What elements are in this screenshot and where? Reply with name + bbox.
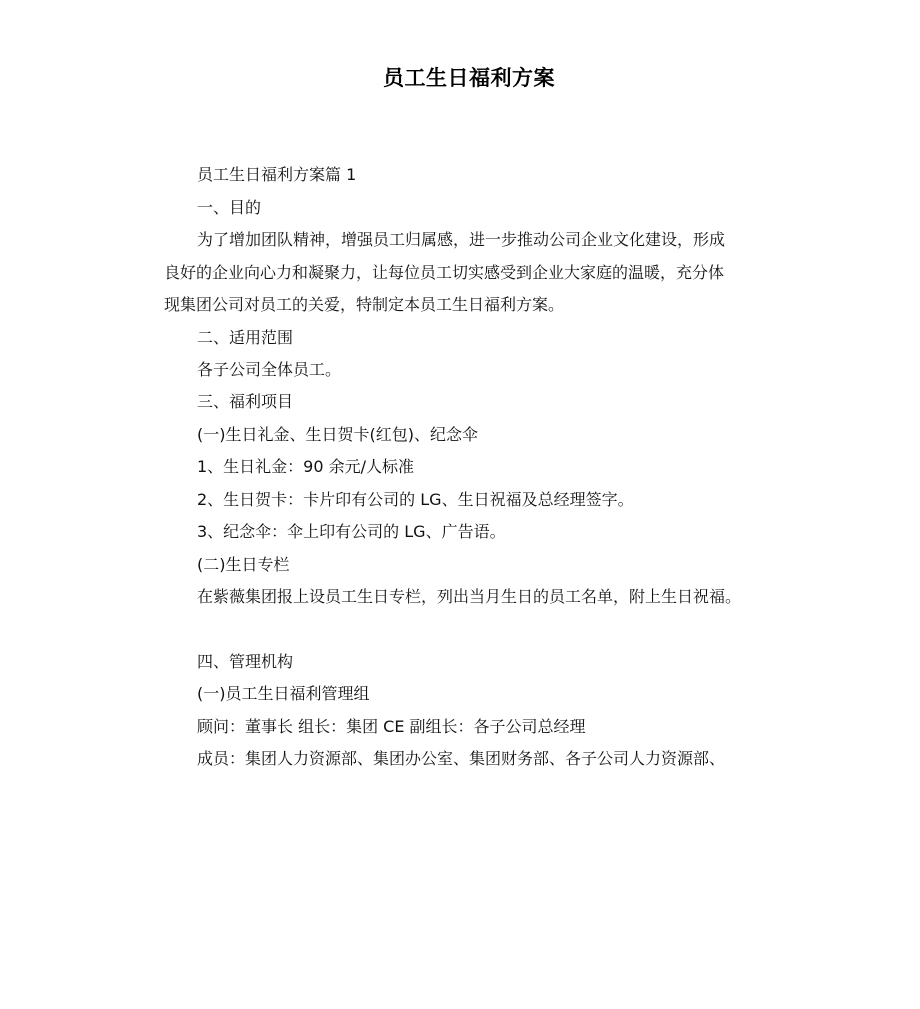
management-members: 成员：集团人力资源部、集团办公室、集团财务部、各子公司人力资源部、: [197, 749, 726, 768]
items-subheading-1: (一)生日礼金、生日贺卡(红包)、纪念伞: [197, 425, 478, 444]
items-heading: 三、福利项目: [197, 392, 294, 411]
purpose-line-2: 良好的企业向心力和凝聚力，让每位员工切实感受到企业大家庭的温暖，充分体: [164, 263, 725, 282]
birthday-column-text: 在紫薇集团报上设员工生日专栏，列出当月生日的员工名单，附上生日祝福。: [197, 587, 742, 606]
document-title: 员工生日福利方案: [383, 66, 555, 90]
section-heading: 员工生日福利方案篇 1: [197, 165, 357, 184]
item-birthday-card: 2、生日贺卡：卡片印有公司的 LG、生日祝福及总经理签字。: [197, 490, 634, 509]
items-subheading-2: (二)生日专栏: [197, 555, 290, 574]
management-roles: 顾问：董事长 组长：集团 CE 副组长：各子公司总经理: [197, 717, 586, 736]
purpose-line-3: 现集团公司对员工的关爱，特制定本员工生日福利方案。: [164, 295, 565, 314]
management-heading: 四、管理机构: [197, 652, 294, 671]
purpose-line-1: 为了增加团队精神，增强员工归属感，进一步推动公司企业文化建设，形成: [197, 230, 726, 249]
item-umbrella: 3、纪念伞：伞上印有公司的 LG、广告语。: [197, 522, 506, 541]
management-subheading: (一)员工生日福利管理组: [197, 684, 370, 703]
scope-heading: 二、适用范围: [197, 328, 294, 347]
purpose-heading: 一、目的: [197, 198, 262, 217]
item-birthday-money: 1、生日礼金：90 余元/人标准: [197, 457, 415, 476]
scope-text: 各子公司全体员工。: [197, 360, 342, 379]
